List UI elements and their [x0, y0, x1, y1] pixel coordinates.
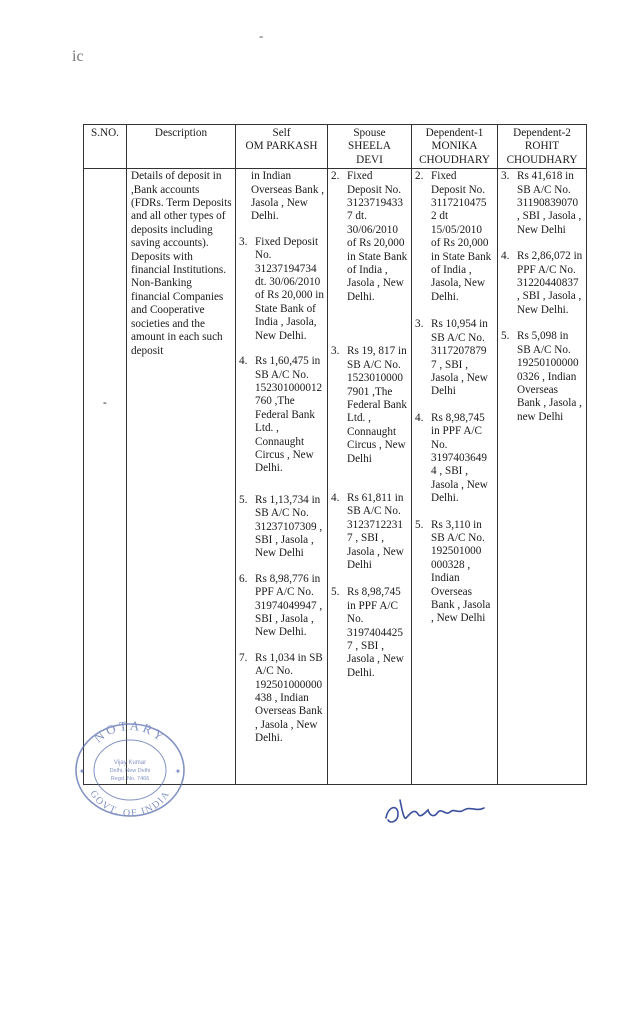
cell-dependent-2 [498, 169, 587, 785]
list-item: 3. Fixed Deposit No. 31237194734 dt. 30/06/2010 of Rs 20,000 in State Bank of India , Jasola, New Delhi. [239, 235, 324, 342]
list-item: 7. Rs 1,034 in SB A/C No. 192501000000 438 , Indian Overseas Bank , Jasola , New Delhi. [239, 651, 323, 745]
margin-annotation: ic [72, 48, 84, 65]
svg-text:Delhi, New Delhi: Delhi, New Delhi [109, 768, 151, 774]
list-item: in Indian Overseas Bank , Jasola , New Delhi. [251, 170, 325, 223]
cell-sno: - [84, 169, 127, 785]
list-item: 4. Rs 61,811 in SB A/C No. 3123712231 7 , SBI , Jasola , New Delhi [331, 491, 404, 571]
table-header-row [84, 125, 587, 169]
list-item: 2. Fixed Deposit No. 3123719433 7 dt. 30/06/2010 of Rs 20,000 in State Bank of India , Jasola , New Delhi. [331, 170, 408, 303]
list-item: 5. Rs 3,110 in SB A/C No. 192501000 000328 , Indian Overseas Bank , Jasola , New Delhi [415, 518, 491, 625]
svg-text:Regd. No. 7466: Regd. No. 7466 [110, 776, 150, 782]
list-item: 2. Fixed Deposit No. 3117210475 2 dt 15/05/2010 of Rs 20,000 in State Bank of India , Jasola, New Delhi. [415, 170, 492, 303]
list-item: 5. Rs 1,13,734 in SB A/C No. 31237107309 , SBI , Jasola , New Delhi [239, 493, 323, 560]
svg-text:Vijay Kumar: Vijay Kumar [113, 760, 147, 766]
header-self: Self OM PARKASH [236, 125, 328, 169]
cell-spouse [328, 169, 412, 785]
list-item: 4. Rs 2,86,072 in PPF A/C No. 31220440837 , SBI , Jasola , New Delhi. [501, 250, 583, 316]
svg-text:✦: ✦ [174, 767, 182, 776]
svg-text:NOTARY: NOTARY [90, 718, 170, 746]
header-sno: S.NO. [84, 125, 127, 169]
header-dependent-2: Dependent-2 ROHIT CHOUDHARY [498, 125, 587, 169]
list-item: 3. Rs 41,618 in SB A/C No. 31190839070 , SBI , Jasola , New Delhi [501, 170, 582, 236]
cell-dependent-1 [412, 169, 498, 785]
list-item: 5. Rs 8,98,745 in PPF A/C No. 3197404425 7 , SBI , Jasola , New Delhi. [331, 586, 404, 679]
list-item: 3. Rs 19, 817 in SB A/C No. 1523010000 7901 ,The Federal Bank Ltd. , Connaught Circus , New Delhi [331, 345, 407, 465]
list-item: 4. Rs 8,98,745 in PPF A/C No. 3197403649 4 , SBI , Jasola , New Delhi. [415, 411, 488, 505]
stray-mark: - [259, 28, 264, 43]
cell-description: Details of deposit in ,Bank accounts (FDRs. Term Deposits and all other types of deposits including saving accounts). Deposits with financial Institutions. Non-Banking financial Companies and Cooperative societies and the amount in each such deposit [127, 169, 236, 785]
table-row [84, 169, 587, 785]
header-spouse: Spouse SHEELA DEVI [328, 125, 412, 169]
svg-text:✦: ✦ [78, 767, 86, 776]
svg-text:GOVT. OF INDIA: GOVT. OF INDIA [87, 788, 173, 818]
list-item: 6. Rs 8,98,776 in PPF A/C No. 31974049947 , SBI , Jasola , New Delhi. [239, 572, 323, 639]
notary-seal [70, 718, 190, 818]
handwritten-signature [380, 790, 490, 830]
header-description: Description [127, 125, 236, 169]
header-dependent-1: Dependent-1 MONIKA CHOUDHARY [412, 125, 498, 169]
cell-self [236, 169, 328, 785]
list-item: 4. Rs 1,60,475 in SB A/C No. 152301000012 760 ,The Federal Bank Ltd. , Connaught Circus , New Delhi. [239, 355, 323, 475]
deposit-details-table [83, 124, 587, 785]
list-item: 5. Rs 5,098 in SB A/C No. 19250100000 0326 , Indian Overseas Bank , Jasola , new Delhi [501, 330, 582, 423]
list-item: 3. Rs 10,954 in SB A/C No. 3117207879 7 , SBI , Jasola , New Delhi [415, 318, 488, 398]
